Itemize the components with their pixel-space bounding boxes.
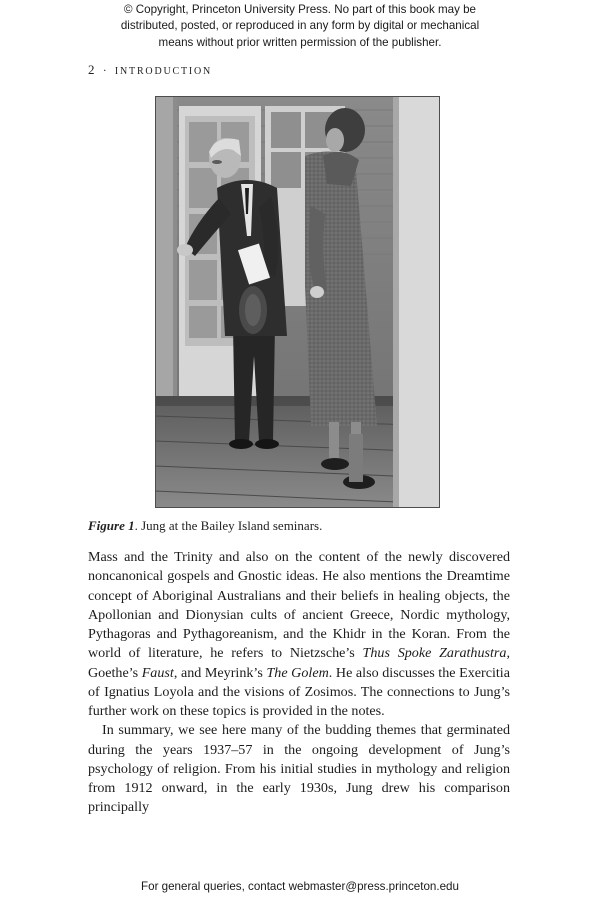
- book-title: Faust: [141, 664, 174, 681]
- copyright-line: distributed, posted, or reproduced in any form by digital or mechanical: [120, 19, 480, 33]
- book-title: Thus Spoke Zarathustra: [362, 645, 507, 662]
- figure-label: Figure 1: [88, 518, 135, 533]
- copyright-line: © Copyright, Princeton University Press. No part of this book may be: [124, 3, 476, 16]
- figure-photo: [155, 96, 440, 508]
- book-title: The Golem: [266, 664, 329, 681]
- paragraph: In summary, we see here many of the budding themes that germinated during the years 1937–57 in the ongoing development of Jung’s psychology of religion. From his initial studies in mythology and religion from 1912 onward, in the early 1930s, Jung drew his comparison principally: [88, 722, 510, 816]
- copyright-notice: [0, 2, 600, 51]
- body-text: [88, 548, 510, 818]
- figure-caption-text: . Jung at the Bailey Island seminars.: [134, 518, 323, 533]
- paragraph-text: . He also discusses the Exercitia of Ignatius Loyola and the visions of Zosimos. The connections to Jung’s further work on these topics is provided in the notes.: [88, 664, 510, 719]
- running-head: [88, 62, 212, 78]
- paragraph-text: , and Meyrink’s: [173, 664, 267, 681]
- figure-caption: [88, 518, 322, 534]
- paragraph: [88, 548, 510, 721]
- footer-contact: For general queries, contact webmaster@press.princeton.edu: [141, 880, 459, 893]
- section-title: INTRODUCTION: [114, 66, 213, 77]
- paragraph-text: , Goethe’s: [88, 645, 510, 681]
- copyright-line: means without prior written permission of the publisher.: [158, 35, 442, 49]
- paragraph-text: Mass and the Trinity and also on the content of the newly discovered noncanonical gospels and Gnostic ideas. He also mentions the Dreamtime concept of Aboriginal Australians and their beliefs in healing objects, the Apollonian and Dionysian cults of ancient Greece, Nordic mythology, Pythagoras and Pythagoreanism, and the Khidr in the Koran. From the world of literature, he refers to Nietzsche’s: [88, 549, 510, 662]
- running-head-separator: ·: [102, 63, 107, 77]
- page-number: 2: [88, 62, 95, 77]
